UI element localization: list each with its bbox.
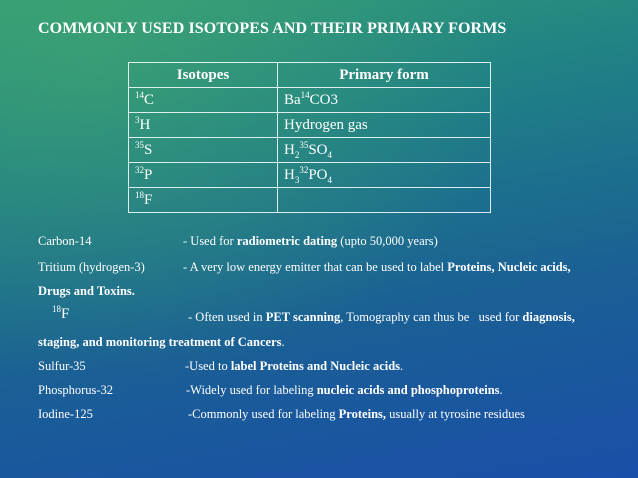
use-description — [183, 260, 571, 275]
isotope-name: Sulfur-35 — [38, 359, 86, 373]
isotope-cell — [129, 138, 278, 163]
formula-part: SO — [308, 141, 328, 158]
mass-number: 35 — [299, 139, 309, 150]
primary-form-cell — [278, 88, 491, 113]
text-bold: Proteins, — [338, 407, 387, 421]
formula-part: PO — [308, 166, 328, 183]
text-bold: staging, and monitoring treatment of Cancers — [38, 335, 282, 349]
element-symbol: C — [144, 91, 155, 108]
table-row — [129, 88, 491, 113]
use-line-carbon14 — [38, 234, 438, 249]
mass-number: 18 — [52, 304, 61, 314]
mass-number: 14 — [300, 89, 310, 100]
mass-number: 32 — [299, 164, 309, 175]
text: - A very low energy emitter that can be used to label — [183, 260, 448, 274]
use-line-f18-symbol — [52, 306, 69, 323]
table-row — [129, 113, 491, 138]
column-header-isotopes: Isotopes — [129, 63, 278, 88]
use-line-tritium-cont — [38, 284, 135, 299]
text-bold: diagnosis, — [522, 310, 575, 324]
subscript: 4 — [327, 174, 333, 185]
text: , Tomography can thus be used for — [340, 310, 523, 324]
use-line-iodine125 — [38, 407, 525, 422]
use-line-tritium — [38, 260, 571, 275]
primary-form-cell — [278, 113, 491, 138]
subscript: 2 — [294, 149, 300, 160]
text: -Used to — [185, 359, 231, 373]
slide-title: COMMONLY USED ISOTOPES AND THEIR PRIMARY FORMS — [38, 20, 507, 37]
formula-part: Hydrogen gas — [284, 116, 368, 133]
formula-part: H — [284, 141, 295, 158]
isotope-name: Carbon-14 — [38, 234, 92, 248]
isotope-name: Iodine-125 — [38, 407, 93, 421]
text-bold: label Proteins and Nucleic acids — [230, 359, 401, 373]
element-symbol: H — [139, 116, 151, 133]
formula-part: H — [284, 166, 295, 183]
element-symbol: F — [61, 306, 70, 322]
element-symbol: F — [144, 191, 153, 208]
mass-number: 35 — [135, 139, 144, 150]
subscript: 4 — [327, 149, 333, 160]
text-bold: PET scanning — [265, 310, 341, 324]
table-row — [129, 163, 491, 188]
use-description — [185, 359, 403, 374]
subscript: 3 — [294, 174, 300, 185]
element-symbol: P — [144, 166, 153, 183]
text-bold: nucleic acids and phosphoproteins — [316, 383, 500, 397]
use-description — [183, 234, 438, 249]
element-symbol: S — [144, 141, 153, 158]
column-header-primary-form: Primary form — [278, 63, 491, 88]
isotope-cell — [129, 163, 278, 188]
primary-form-cell — [278, 188, 491, 213]
mass-number: 32 — [135, 164, 144, 175]
use-line-f18-cont — [38, 335, 285, 350]
formula-part: CO3 — [309, 91, 339, 108]
isotope-name: Phosphorus-32 — [38, 383, 114, 397]
isotope-cell — [129, 88, 278, 113]
text: usually at tyrosine residues — [386, 407, 525, 421]
text: . — [281, 335, 285, 349]
text-bold: radiometric dating — [236, 234, 338, 248]
mass-number: 18 — [135, 189, 144, 200]
use-description — [188, 407, 525, 422]
use-description — [186, 383, 503, 398]
isotope-name: Tritium (hydrogen-3) — [38, 260, 145, 274]
text-bold: Proteins, Nucleic acids, — [447, 260, 571, 274]
text-bold: Drugs and Toxins. — [38, 284, 135, 298]
primary-form-cell — [278, 138, 491, 163]
text: -Widely used for labeling — [186, 383, 317, 397]
isotope-cell — [129, 188, 278, 213]
isotope-cell — [129, 113, 278, 138]
table-row — [129, 138, 491, 163]
text: - Used for — [183, 234, 237, 248]
text: - Often used in — [188, 310, 266, 324]
mass-number: 14 — [135, 89, 144, 100]
use-line-sulfur35 — [38, 359, 404, 374]
table-row — [129, 188, 491, 213]
formula-part: Ba — [284, 91, 301, 108]
text: . — [400, 359, 404, 373]
use-line-phosphorus32 — [38, 383, 503, 398]
text: . — [499, 383, 503, 397]
isotope-table — [128, 62, 491, 213]
primary-form-cell — [278, 163, 491, 188]
mass-number: 3 — [135, 114, 140, 125]
use-description — [188, 310, 575, 325]
text: -Commonly used for labeling — [188, 407, 339, 421]
table-header-row — [129, 63, 491, 88]
text: (upto 50,000 years) — [337, 234, 438, 248]
